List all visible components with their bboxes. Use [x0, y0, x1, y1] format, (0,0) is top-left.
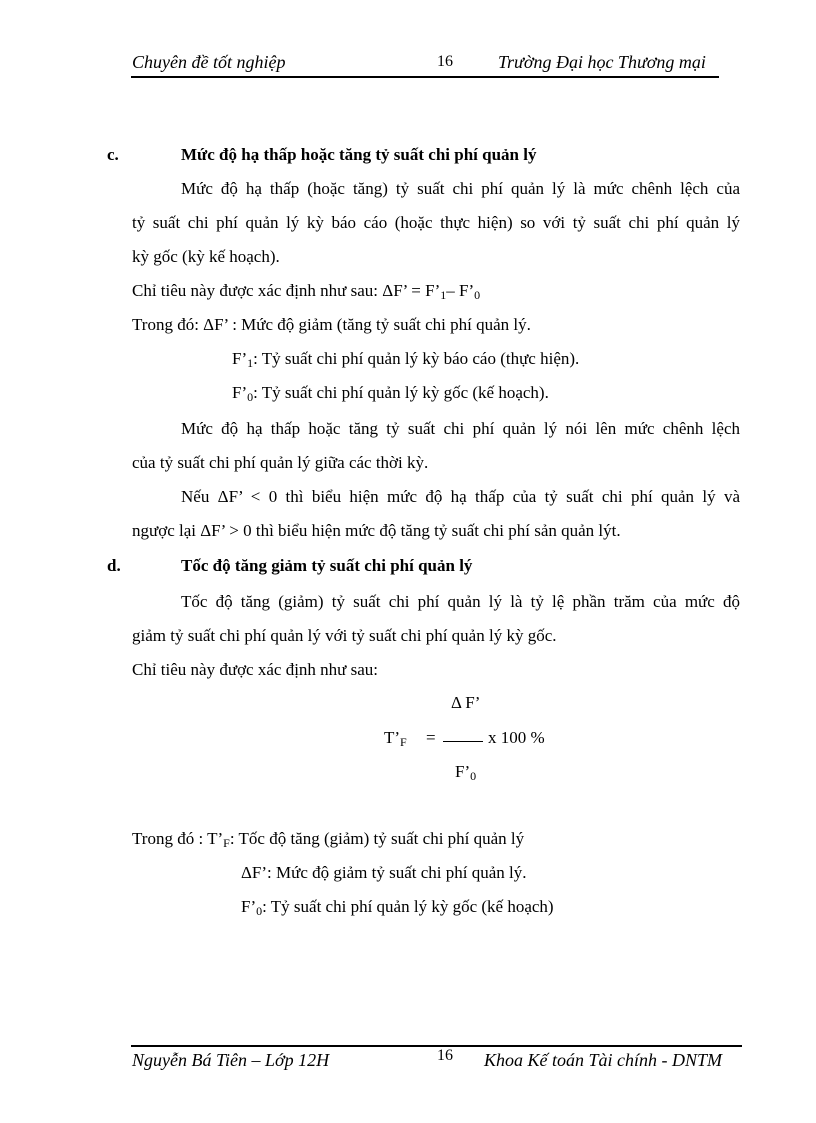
- fraction-lhs: $T’_F$: [384, 728, 407, 749]
- fraction-multiplier: x 100 %: [488, 728, 545, 747]
- footer-author: Nguyễn Bá Tiên – Lớp 12H: [132, 1050, 330, 1070]
- section-c-where-line-2: $F’_1$: Tỷ suất chi phí quản lý kỳ báo cáo (thực hiện).: [232, 349, 580, 370]
- section-d-paragraph-1-line-2: giảm tỷ suất chi phí quản lý với tỷ suất chi phí quản lý kỳ gốc.: [132, 626, 557, 645]
- section-c-title: Mức độ hạ thấp hoặc tăng tỷ suất chi phí quản lý: [181, 145, 537, 164]
- header-page-number: 16: [437, 53, 453, 70]
- section-d-title: Tốc độ tăng giảm tỷ suất chi phí quản lý: [181, 556, 473, 575]
- section-c-formula: Chỉ tiêu này được xác định như sau: ΔF’ = $F’_1-$ $F’_0$: [132, 281, 481, 302]
- section-c-paragraph-2-line-2: của tỷ suất chi phí quản lý giữa các thời kỳ.: [132, 453, 429, 472]
- fraction-bar: [443, 741, 483, 742]
- section-c-paragraph-1-line-3: kỳ gốc (kỳ kế hoạch).: [132, 247, 280, 266]
- section-d-formula-intro: Chỉ tiêu này được xác định như sau:: [132, 660, 379, 679]
- fraction-denominator: $F’_0$: [455, 762, 477, 783]
- fraction-numerator: Δ F’: [451, 693, 481, 712]
- section-d-paragraph-1-line-1: Tốc độ tăng (giảm) tỷ suất chi phí quản lý là tỷ lệ phần trăm của mức độ: [181, 592, 740, 611]
- footer-faculty: Khoa Kế toán Tài chính - DNTM: [484, 1050, 723, 1070]
- footer-page-number: 16: [437, 1047, 453, 1064]
- section-d-where-line-3: $F’_0$: Tỷ suất chi phí quản lý kỳ gốc (kế hoạch): [241, 897, 554, 918]
- section-c-paragraph-2-line-1: Mức độ hạ thấp hoặc tăng tỷ suất chi phí quản lý nói lên mức chênh lệch: [181, 419, 740, 438]
- section-c-where-line-1: Trong đó: ΔF’ : Mức độ giảm (tăng tỷ suất chi phí quản lý.: [132, 315, 531, 334]
- section-c-label: c.: [107, 145, 119, 164]
- section-d-where-line-1: Trong đó : $T’_F$: Tốc độ tăng (giảm) tỷ suất chi phí quản lý: [132, 829, 525, 850]
- header-rule: [131, 76, 719, 78]
- section-d-where-line-2: ΔF’: Mức độ giảm tỷ suất chi phí quản lý.: [241, 863, 527, 882]
- section-c-where-line-3: $F’_0$: Tỷ suất chi phí quản lý kỳ gốc (kế hoạch).: [232, 383, 549, 404]
- section-c-paragraph-1-line-2: tỷ suất chi phí quản lý kỳ báo cáo (hoặc thực hiện) so với tỷ suất chi phí quản lý: [132, 213, 740, 232]
- section-c-paragraph-3-line-1: Nếu ΔF’ < 0 thì biểu hiện mức độ hạ thấp của tỷ suất chi phí quản lý và: [181, 487, 740, 506]
- section-d-label: d.: [107, 556, 121, 575]
- header-right-title: Trường Đại học Thương mại: [498, 52, 706, 72]
- section-c-paragraph-1-line-1: Mức độ hạ thấp (hoặc tăng) tỷ suất chi phí quản lý là mức chênh lệch của: [181, 179, 740, 198]
- fraction-equals: =: [426, 728, 436, 747]
- section-c-paragraph-3-line-2: ngược lại ΔF’ > 0 thì biểu hiện mức độ tăng tỷ suất chi phí sản quản lýt.: [132, 521, 621, 540]
- header-left-title: Chuyên đề tốt nghiệp: [132, 52, 286, 72]
